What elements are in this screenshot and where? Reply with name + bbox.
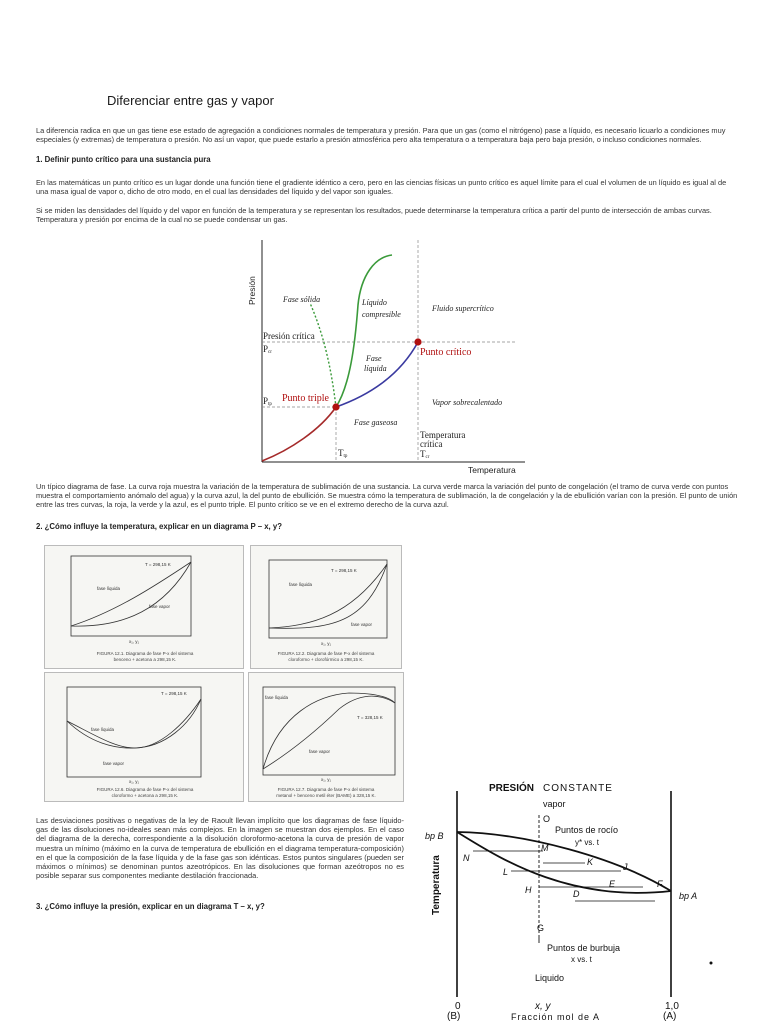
px2-temp: T = 298,15 K (331, 568, 357, 573)
txy-k: K (587, 857, 594, 867)
txy-bpb: bp B (425, 831, 444, 841)
label-critica: crítica (420, 439, 443, 449)
sublimation-curve (262, 407, 336, 461)
txy-dot (710, 962, 713, 965)
px4-upper: fase líquida (265, 695, 289, 700)
label-compresible: compresible (362, 310, 401, 319)
heading-2: 2. ¿Cómo influye la temperatura, explicar en un diagrama P – x, y? (36, 522, 282, 531)
txy-burbuja1: Puntos de burbuja (547, 943, 621, 953)
svg-text:Tcr (420, 449, 430, 460)
svg-text:Pcr (263, 344, 272, 355)
label-liquido: Líquido (362, 298, 387, 307)
label-tcr: T (420, 449, 426, 459)
txy-diagram (415, 775, 735, 1024)
page-title: Diferenciar entre gas y vapor (107, 93, 274, 108)
txy-x0b: (B) (447, 1011, 461, 1022)
px3-upper: fase líquida (91, 727, 115, 732)
px1-lower: fase vapor (149, 604, 171, 609)
txy-presion: PRESIÓN (489, 783, 535, 794)
phase-diagram (240, 235, 530, 485)
label-punto-critico: Punto crítico (420, 347, 472, 358)
px3-caption-1: FIGURA 12.6. Diagrama de fase P-x del sistema (96, 787, 194, 792)
px4-xaxis: x₁, y₁ (321, 777, 332, 782)
critical-point-marker (414, 338, 421, 345)
px2-lower: fase vapor (351, 622, 373, 627)
px2-xaxis: x₁, y₁ (321, 641, 332, 646)
heading-1: 1. Definir punto crítico para una sustancia pura (36, 155, 211, 164)
txy-x0: 0 (455, 1001, 461, 1012)
px2-upper: fase líquida (289, 582, 313, 587)
txy-o: O (543, 814, 551, 824)
label-temp-critica: Temperatura (420, 430, 466, 440)
txy-e: E (609, 879, 616, 889)
txy-ylabel: Temperatura (431, 855, 442, 915)
txy-x1a: (A) (663, 1011, 677, 1022)
px4-caption-2: metanol + benceno metil éter (BAME) a 328,15 K. (276, 793, 376, 798)
fusion-curve (336, 255, 392, 407)
label-ptp-sub: tp (268, 402, 272, 407)
svg-text:Ptp (263, 396, 272, 407)
label-pcr: P (263, 344, 269, 354)
label-ttp-sub: tp (343, 454, 348, 459)
txy-m: M (541, 843, 549, 853)
label-pcr-sub: cr (268, 350, 272, 355)
txy-l: L (503, 867, 509, 877)
paragraph-2: Si se miden las densidades del líquido y del vapor en función de la temperatura y se representan los resultados, puede determinarse la temperatura crítica a partir del punto de intersección de ambas curvas. Temperatura y presión por encima de la cual no se puede condensar un gas. (36, 206, 712, 225)
triple-point-marker (332, 403, 339, 410)
txy-xlabel: Fracción mol de A (511, 1012, 601, 1022)
txy-liquido: Liquido (535, 973, 565, 983)
txy-f: F (657, 879, 663, 889)
phase-ylabel: Presión (247, 276, 257, 305)
label-presion-critica: Presión crítica (263, 331, 315, 341)
heading-3: 3. ¿Cómo influye la presión, explicar en un diagrama T – x, y? (36, 902, 265, 911)
px-diagram-4 (248, 672, 404, 802)
px2-caption-2: cloroformo + clorofórmico a 298,15 K. (288, 657, 364, 662)
px1-caption-1: FIGURA 12.1. Diagrama de fase P-x del sistema (96, 651, 194, 656)
label-liquida: líquida (364, 364, 387, 373)
label-fase-gaseosa: Fase gaseosa (354, 418, 398, 427)
paragraph-3: Un típico diagrama de fase. La curva roja muestra la variación de la temperatura de sublimación de una sustancia. La curva verde marca la variación del punto de congelación (el tramo de curva verde con puntos muestra el comportamiento anómalo del agua) y la curva azul, la del punto de ebullición. Se muestra cómo la temperatura de sublimación, la de congelación y la de ebullición varían con la presión. El punto de unión entre las tres curvas, la roja, la verde y la azul, es el punto triple. El punto crítico se ve en el extremo derecho de la curva azul. (36, 482, 738, 510)
px1-xaxis: x₁, y₁ (129, 639, 140, 644)
intro-paragraph: La diferencia radica en que un gas tiene ese estado de agregación a condiciones normales de temperatura y presión. Para que un gas (como el nitrógeno) pase a líquido, es necesario licuarlo a condiciones muy especiales (y extremas) de temperatura o presión. No así un vapor, que puede estarlo a presión atmosférica pero alta temperatura o a temperatura baja pero baja presión, o incluso condiciones normales. (36, 126, 726, 145)
px-diagram-2 (250, 545, 402, 669)
txy-rocio2: y* vs. t (575, 838, 600, 847)
svg-text:Ttp (338, 448, 348, 459)
txy-vapor: vapor (543, 799, 566, 809)
label-punto-triple: Punto triple (282, 393, 329, 404)
txy-h: H (525, 885, 532, 895)
label-fluido: Fluido supercrítico (432, 304, 494, 313)
px4-lower: fase vapor (309, 749, 331, 754)
px3-xaxis: x₁, y₁ (129, 779, 140, 784)
px1-temp: T = 298,15 K (145, 562, 171, 567)
px-diagram-1 (44, 545, 244, 669)
label-fase: Fase (366, 354, 382, 363)
bubble-curve (457, 832, 671, 893)
txy-constante: CONSTANTE (543, 783, 613, 794)
px4-caption-1: FIGURA 12.7. Diagrama de fase P-x del sistema (277, 787, 375, 792)
label-tcr-sub: cr (425, 455, 430, 460)
px2-caption-1: FIGURA 12.2. Diagrama de fase P-x del sistema (277, 651, 375, 656)
px4-temp: T = 328,15 K (357, 715, 383, 720)
txy-d: D (573, 889, 580, 899)
label-fase-solida: Fase sólida (283, 295, 321, 304)
px1-caption-2: benceno + acetona a 298,15 K. (113, 657, 177, 662)
txy-xy: x, y (535, 1001, 551, 1012)
paragraph-1: En las matemáticas un punto crítico es un lugar donde una función tiene el gradiente idéntico a cero, pero en las ciencias físicas un punto crítico es aquel límite para el cual el volumen de un líquido es igual al de una masa igual de vapor o, dicho de otro modo, en el cual las densidades del líquido y del vapor son iguales. (36, 178, 727, 197)
px3-caption-2: cloroformo + acetona a 298,15 K. (111, 793, 179, 798)
paragraph-4: Las desviaciones positivas o negativas de la ley de Raoult llevan implícito que los diagramas de fase líquido-gas de las disoluciones no-ideales sean más complejos. En la imagen se muestran dos ejemplos. En el caso del diagrama de la derecha, correspondiente a la disolución cloroformo-acetona la curva de presión de vapor muestra un mínimo (máximo en la curva de temperatura de ebullición en el diagrama temperatura-composición) en el que la composición de la fase líquida y de la fase gas son idénticas. Estos puntos singulares (pueden ser máximos o mínimos) se denominan puntos azeotrópicos. En las disoluciones que forman azeótropos no es posible separar sus componentes mediante destilación fraccionada. (36, 816, 404, 881)
label-ptp: P (263, 396, 269, 406)
phase-xlabel: Temperatura (468, 465, 516, 475)
anomaly-curve (310, 303, 336, 407)
txy-g: G (537, 923, 545, 933)
phase-guides (262, 240, 515, 462)
txy-x1: 1,0 (665, 1001, 679, 1012)
px3-temp: T = 298,15 K (161, 691, 187, 696)
txy-j: J (623, 862, 628, 872)
px3-lower: fase vapor (103, 761, 125, 766)
px1-upper: fase líquida (97, 586, 121, 591)
label-ttp: T (338, 448, 344, 458)
txy-burbuja2: x vs. t (571, 955, 592, 964)
label-vapor-sob: Vapor sobrecalentado (432, 398, 503, 407)
txy-bpa: bp A (679, 891, 698, 901)
txy-rocio1: Puntos de rocío (555, 825, 619, 835)
txy-n: N (463, 853, 470, 863)
px-diagram-3 (44, 672, 244, 802)
